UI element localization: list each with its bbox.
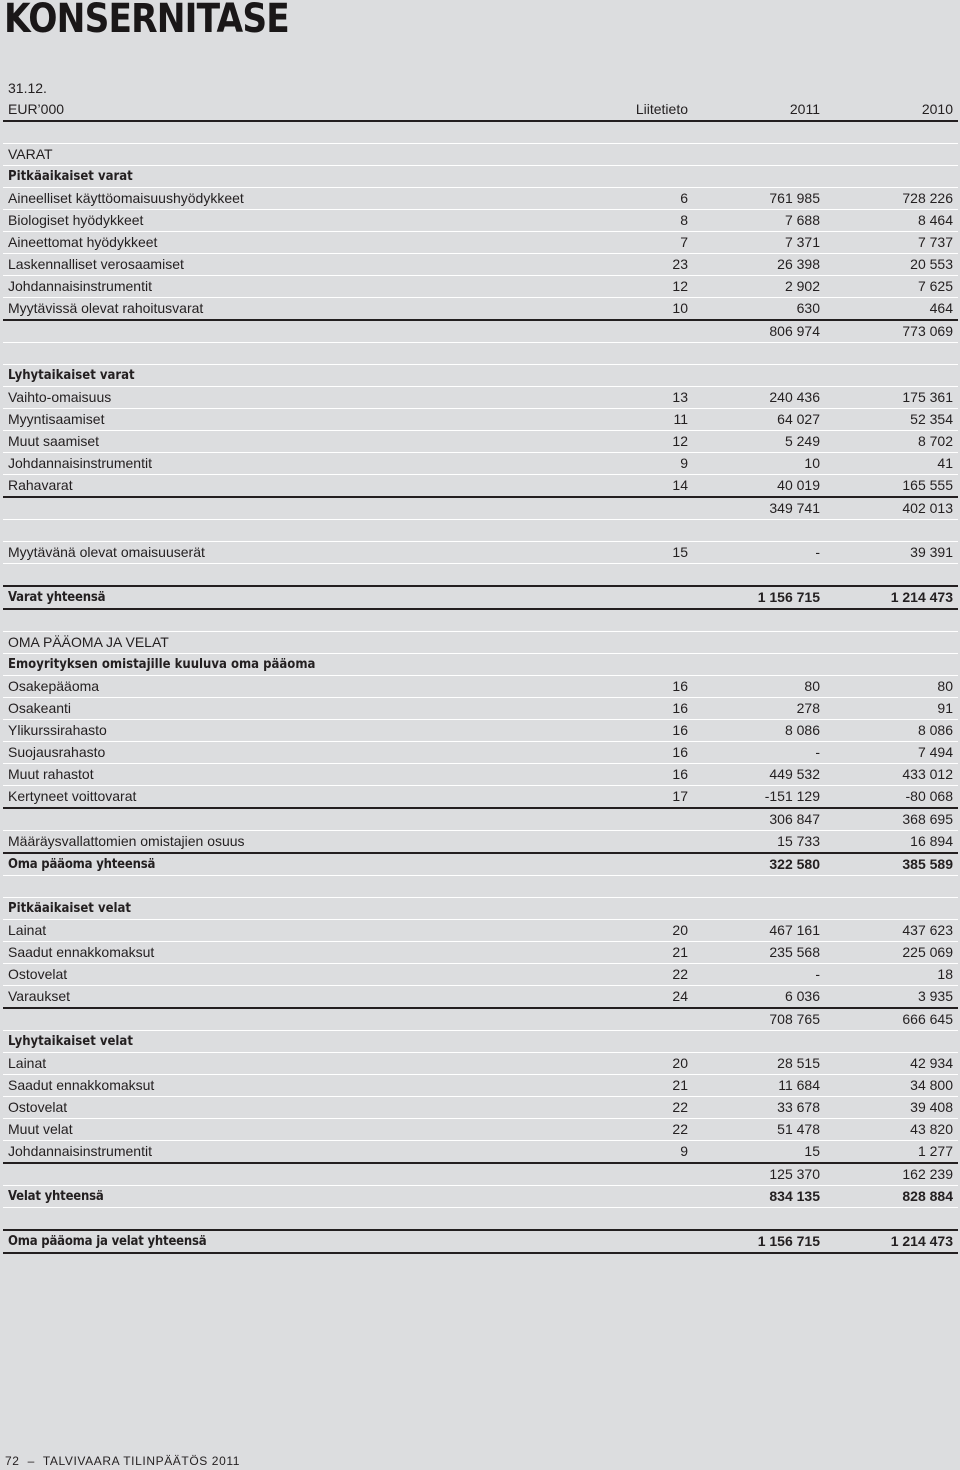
table-row bbox=[3, 254, 958, 276]
note-reference: 21 bbox=[590, 1075, 693, 1097]
note-reference bbox=[590, 609, 693, 632]
row-label: Biologiset hyödykkeet bbox=[3, 210, 590, 232]
value-2011: 7 371 bbox=[693, 232, 825, 254]
value-2010: 225 069 bbox=[825, 942, 958, 964]
value-2011: 235 568 bbox=[693, 942, 825, 964]
table-row bbox=[3, 942, 958, 964]
note-reference: 12 bbox=[590, 431, 693, 453]
value-2011: 1 156 715 bbox=[693, 1230, 825, 1253]
year-2010-column-header: 2010 bbox=[825, 98, 958, 121]
note-reference: 16 bbox=[590, 742, 693, 764]
value-2010: 437 623 bbox=[825, 920, 958, 942]
subsection-heading-row bbox=[3, 898, 958, 920]
value-2011 bbox=[693, 609, 825, 632]
value-2010: 402 013 bbox=[825, 497, 958, 520]
value-2010: 41 bbox=[825, 453, 958, 475]
row-label: Ylikurssirahasto bbox=[3, 720, 590, 742]
value-2011 bbox=[693, 121, 825, 144]
subtotal-row bbox=[3, 1008, 958, 1031]
value-2011: - bbox=[693, 542, 825, 564]
table-row bbox=[3, 431, 958, 453]
row-label bbox=[3, 808, 590, 831]
value-2010 bbox=[825, 654, 958, 676]
note-reference: 22 bbox=[590, 1119, 693, 1141]
note-reference: 9 bbox=[590, 453, 693, 475]
note-reference bbox=[590, 343, 693, 365]
value-2010: 39 391 bbox=[825, 542, 958, 564]
note-reference: 16 bbox=[590, 720, 693, 742]
value-2010: 165 555 bbox=[825, 475, 958, 498]
value-2011: 278 bbox=[693, 698, 825, 720]
value-2010: 728 226 bbox=[825, 188, 958, 210]
table-row bbox=[3, 786, 958, 809]
row-label: Oma pääoma ja velat yhteensä bbox=[3, 1230, 590, 1253]
value-2010 bbox=[825, 144, 958, 166]
table-row bbox=[3, 964, 958, 986]
table-row bbox=[3, 831, 958, 854]
currency-unit-header: EUR’000 bbox=[3, 98, 590, 121]
value-2011: 125 370 bbox=[693, 1163, 825, 1186]
value-2011: 33 678 bbox=[693, 1097, 825, 1119]
row-label bbox=[3, 1163, 590, 1186]
table-header-row bbox=[3, 98, 958, 121]
subsection-heading-row bbox=[3, 654, 958, 676]
value-2010 bbox=[825, 564, 958, 587]
note-reference bbox=[590, 853, 693, 876]
subtotal-row bbox=[3, 320, 958, 343]
section-heading-row bbox=[3, 632, 958, 654]
spacer-row bbox=[3, 343, 958, 365]
row-label: Kertyneet voittovarat bbox=[3, 786, 590, 809]
value-2011: 630 bbox=[693, 298, 825, 321]
value-2011: 349 741 bbox=[693, 497, 825, 520]
table-row bbox=[3, 188, 958, 210]
row-label: Pitkäaikaiset velat bbox=[3, 898, 590, 920]
balance-sheet-table bbox=[3, 98, 958, 1254]
note-reference: 7 bbox=[590, 232, 693, 254]
note-reference bbox=[590, 654, 693, 676]
value-2010: 8 086 bbox=[825, 720, 958, 742]
note-reference bbox=[590, 1008, 693, 1031]
row-label: OMA PÄÄOMA JA VELAT bbox=[3, 632, 590, 654]
row-label: Suojausrahasto bbox=[3, 742, 590, 764]
table-row bbox=[3, 210, 958, 232]
row-label: Lyhytaikaiset velat bbox=[3, 1031, 590, 1053]
value-2011: 467 161 bbox=[693, 920, 825, 942]
value-2011: 708 765 bbox=[693, 1008, 825, 1031]
spacer-row bbox=[3, 121, 958, 144]
total-row bbox=[3, 586, 958, 609]
value-2010: 34 800 bbox=[825, 1075, 958, 1097]
spacer-row bbox=[3, 1208, 958, 1231]
table-row bbox=[3, 1053, 958, 1075]
value-2011: 51 478 bbox=[693, 1119, 825, 1141]
value-2011: 834 135 bbox=[693, 1186, 825, 1208]
row-label bbox=[3, 520, 590, 542]
row-label: Johdannaisinstrumentit bbox=[3, 276, 590, 298]
note-reference: 13 bbox=[590, 387, 693, 409]
value-2010 bbox=[825, 365, 958, 387]
row-label bbox=[3, 320, 590, 343]
publication-name: TALVIVAARA TILINPÄÄTÖS 2011 bbox=[42, 1454, 241, 1468]
note-reference: 22 bbox=[590, 1097, 693, 1119]
value-2011: 1 156 715 bbox=[693, 586, 825, 609]
value-2011: 80 bbox=[693, 676, 825, 698]
subsection-heading-row bbox=[3, 166, 958, 188]
value-2010: 16 894 bbox=[825, 831, 958, 854]
note-reference bbox=[590, 144, 693, 166]
table-row bbox=[3, 387, 958, 409]
section-heading-row bbox=[3, 144, 958, 166]
value-2010: 43 820 bbox=[825, 1119, 958, 1141]
value-2011: 15 733 bbox=[693, 831, 825, 854]
row-label bbox=[3, 1208, 590, 1231]
value-2010 bbox=[825, 1031, 958, 1053]
value-2010: 80 bbox=[825, 676, 958, 698]
value-2010 bbox=[825, 898, 958, 920]
value-2010: 1 214 473 bbox=[825, 586, 958, 609]
value-2011: 449 532 bbox=[693, 764, 825, 786]
note-reference bbox=[590, 166, 693, 188]
value-2010: 1 214 473 bbox=[825, 1230, 958, 1253]
value-2010: 52 354 bbox=[825, 409, 958, 431]
total-row bbox=[3, 1186, 958, 1208]
value-2011: 7 688 bbox=[693, 210, 825, 232]
value-2010: 464 bbox=[825, 298, 958, 321]
table-row bbox=[3, 453, 958, 475]
row-label: Muut rahastot bbox=[3, 764, 590, 786]
value-2010: 828 884 bbox=[825, 1186, 958, 1208]
note-reference: 10 bbox=[590, 298, 693, 321]
value-2010 bbox=[825, 166, 958, 188]
row-label: Aineettomat hyödykkeet bbox=[3, 232, 590, 254]
spacer-row bbox=[3, 609, 958, 632]
note-reference bbox=[590, 564, 693, 587]
value-2010: 18 bbox=[825, 964, 958, 986]
value-2010: 3 935 bbox=[825, 986, 958, 1009]
row-label: Myytävänä olevat omaisuuserät bbox=[3, 542, 590, 564]
note-reference bbox=[590, 520, 693, 542]
row-label: Ostovelat bbox=[3, 1097, 590, 1119]
value-2010: 773 069 bbox=[825, 320, 958, 343]
value-2011 bbox=[693, 564, 825, 587]
footer-dash: – bbox=[27, 1454, 35, 1468]
row-label: Varat yhteensä bbox=[3, 586, 590, 609]
value-2010: 8 702 bbox=[825, 431, 958, 453]
note-reference bbox=[590, 586, 693, 609]
value-2011: 5 249 bbox=[693, 431, 825, 453]
value-2011 bbox=[693, 1208, 825, 1231]
note-reference bbox=[590, 831, 693, 854]
spacer-row bbox=[3, 876, 958, 898]
row-label: VARAT bbox=[3, 144, 590, 166]
value-2010: 368 695 bbox=[825, 808, 958, 831]
value-2011 bbox=[693, 365, 825, 387]
balance-sheet-body bbox=[3, 121, 958, 1253]
value-2011 bbox=[693, 520, 825, 542]
row-label: Myyntisaamiset bbox=[3, 409, 590, 431]
subsection-heading-row bbox=[3, 365, 958, 387]
balance-date: 31.12. bbox=[8, 80, 47, 96]
value-2011: 6 036 bbox=[693, 986, 825, 1009]
value-2010: 39 408 bbox=[825, 1097, 958, 1119]
note-reference bbox=[590, 1230, 693, 1253]
value-2010: 91 bbox=[825, 698, 958, 720]
value-2011: 10 bbox=[693, 453, 825, 475]
note-reference: 24 bbox=[590, 986, 693, 1009]
table-row bbox=[3, 542, 958, 564]
total-row bbox=[3, 853, 958, 876]
value-2011: 2 902 bbox=[693, 276, 825, 298]
value-2010 bbox=[825, 876, 958, 898]
note-reference bbox=[590, 121, 693, 144]
spacer-row bbox=[3, 520, 958, 542]
row-label bbox=[3, 121, 590, 144]
table-row bbox=[3, 276, 958, 298]
note-reference: 17 bbox=[590, 786, 693, 809]
value-2011: 15 bbox=[693, 1141, 825, 1164]
value-2010 bbox=[825, 1208, 958, 1231]
value-2011: 322 580 bbox=[693, 853, 825, 876]
table-row bbox=[3, 232, 958, 254]
table-row bbox=[3, 742, 958, 764]
row-label: Vaihto-omaisuus bbox=[3, 387, 590, 409]
note-reference bbox=[590, 497, 693, 520]
row-label: Lainat bbox=[3, 920, 590, 942]
row-label: Osakeanti bbox=[3, 698, 590, 720]
note-reference bbox=[590, 1163, 693, 1186]
value-2010: 8 464 bbox=[825, 210, 958, 232]
note-reference: 22 bbox=[590, 964, 693, 986]
table-row bbox=[3, 1075, 958, 1097]
value-2011: 26 398 bbox=[693, 254, 825, 276]
note-reference: 11 bbox=[590, 409, 693, 431]
note-reference: 15 bbox=[590, 542, 693, 564]
value-2011: 761 985 bbox=[693, 188, 825, 210]
value-2011: 40 019 bbox=[693, 475, 825, 498]
value-2011 bbox=[693, 166, 825, 188]
value-2011: 28 515 bbox=[693, 1053, 825, 1075]
value-2010 bbox=[825, 121, 958, 144]
row-label: Pitkäaikaiset varat bbox=[3, 166, 590, 188]
note-reference bbox=[590, 1208, 693, 1231]
row-label: Aineelliset käyttöomaisuushyödykkeet bbox=[3, 188, 590, 210]
row-label bbox=[3, 1008, 590, 1031]
note-reference: 16 bbox=[590, 764, 693, 786]
row-label: Osakepääoma bbox=[3, 676, 590, 698]
table-row bbox=[3, 475, 958, 498]
value-2011: - bbox=[693, 742, 825, 764]
row-label: Muut velat bbox=[3, 1119, 590, 1141]
row-label: Johdannaisinstrumentit bbox=[3, 453, 590, 475]
note-reference: 21 bbox=[590, 942, 693, 964]
subtotal-row bbox=[3, 808, 958, 831]
row-label: Varaukset bbox=[3, 986, 590, 1009]
year-2011-column-header: 2011 bbox=[693, 98, 825, 121]
note-reference: 20 bbox=[590, 1053, 693, 1075]
table-row bbox=[3, 676, 958, 698]
note-reference: 8 bbox=[590, 210, 693, 232]
note-reference: 16 bbox=[590, 698, 693, 720]
note-reference: 14 bbox=[590, 475, 693, 498]
value-2011: - bbox=[693, 964, 825, 986]
row-label: Saadut ennakkomaksut bbox=[3, 942, 590, 964]
note-reference bbox=[590, 808, 693, 831]
value-2011 bbox=[693, 898, 825, 920]
row-label bbox=[3, 343, 590, 365]
row-label: Määräysvallattomien omistajien osuus bbox=[3, 831, 590, 854]
value-2010: 162 239 bbox=[825, 1163, 958, 1186]
value-2010 bbox=[825, 520, 958, 542]
value-2010 bbox=[825, 609, 958, 632]
value-2010: -80 068 bbox=[825, 786, 958, 809]
table-row bbox=[3, 720, 958, 742]
note-reference: 23 bbox=[590, 254, 693, 276]
note-column-header: Liitetieto bbox=[590, 98, 693, 121]
table-row bbox=[3, 920, 958, 942]
value-2011 bbox=[693, 876, 825, 898]
value-2011: 240 436 bbox=[693, 387, 825, 409]
note-reference: 9 bbox=[590, 1141, 693, 1164]
row-label: Muut saamiset bbox=[3, 431, 590, 453]
value-2011 bbox=[693, 144, 825, 166]
value-2010: 385 589 bbox=[825, 853, 958, 876]
value-2010 bbox=[825, 632, 958, 654]
row-label: Lainat bbox=[3, 1053, 590, 1075]
note-reference bbox=[590, 365, 693, 387]
row-label bbox=[3, 564, 590, 587]
value-2011 bbox=[693, 632, 825, 654]
table-row bbox=[3, 1097, 958, 1119]
row-label: Saadut ennakkomaksut bbox=[3, 1075, 590, 1097]
subtotal-row bbox=[3, 497, 958, 520]
row-label: Lyhytaikaiset varat bbox=[3, 365, 590, 387]
note-reference: 20 bbox=[590, 920, 693, 942]
table-row bbox=[3, 698, 958, 720]
row-label: Oma pääoma yhteensä bbox=[3, 853, 590, 876]
row-label bbox=[3, 609, 590, 632]
note-reference bbox=[590, 876, 693, 898]
note-reference: 16 bbox=[590, 676, 693, 698]
total-row bbox=[3, 1230, 958, 1253]
row-label: Velat yhteensä bbox=[3, 1186, 590, 1208]
table-row bbox=[3, 1119, 958, 1141]
value-2010: 7 737 bbox=[825, 232, 958, 254]
value-2010 bbox=[825, 343, 958, 365]
note-reference bbox=[590, 898, 693, 920]
note-reference bbox=[590, 1186, 693, 1208]
row-label: Emoyrityksen omistajille kuuluva oma pääoma bbox=[3, 654, 590, 676]
table-row bbox=[3, 298, 958, 321]
table-row bbox=[3, 409, 958, 431]
subtotal-row bbox=[3, 1163, 958, 1186]
value-2010: 175 361 bbox=[825, 387, 958, 409]
row-label bbox=[3, 876, 590, 898]
value-2011: 11 684 bbox=[693, 1075, 825, 1097]
table-row bbox=[3, 1141, 958, 1164]
value-2011: 806 974 bbox=[693, 320, 825, 343]
note-reference: 6 bbox=[590, 188, 693, 210]
value-2010: 20 553 bbox=[825, 254, 958, 276]
note-reference bbox=[590, 320, 693, 343]
value-2011 bbox=[693, 654, 825, 676]
value-2010: 7 494 bbox=[825, 742, 958, 764]
value-2010: 433 012 bbox=[825, 764, 958, 786]
table-row bbox=[3, 986, 958, 1009]
row-label: Laskennalliset verosaamiset bbox=[3, 254, 590, 276]
row-label: Myytävissä olevat rahoitusvarat bbox=[3, 298, 590, 321]
row-label: Ostovelat bbox=[3, 964, 590, 986]
value-2011: 64 027 bbox=[693, 409, 825, 431]
value-2011: 306 847 bbox=[693, 808, 825, 831]
value-2010: 666 645 bbox=[825, 1008, 958, 1031]
note-reference bbox=[590, 632, 693, 654]
value-2011 bbox=[693, 1031, 825, 1053]
value-2011 bbox=[693, 343, 825, 365]
table-row bbox=[3, 764, 958, 786]
row-label: Rahavarat bbox=[3, 475, 590, 498]
note-reference: 12 bbox=[590, 276, 693, 298]
page-title: KONSERNITASE bbox=[4, 0, 289, 42]
value-2011: -151 129 bbox=[693, 786, 825, 809]
value-2010: 42 934 bbox=[825, 1053, 958, 1075]
page-footer bbox=[5, 1454, 240, 1468]
subsection-heading-row bbox=[3, 1031, 958, 1053]
spacer-row bbox=[3, 564, 958, 587]
value-2010: 1 277 bbox=[825, 1141, 958, 1164]
row-label bbox=[3, 497, 590, 520]
note-reference bbox=[590, 1031, 693, 1053]
row-label: Johdannaisinstrumentit bbox=[3, 1141, 590, 1164]
page-number: 72 bbox=[5, 1454, 20, 1468]
value-2011: 8 086 bbox=[693, 720, 825, 742]
value-2010: 7 625 bbox=[825, 276, 958, 298]
